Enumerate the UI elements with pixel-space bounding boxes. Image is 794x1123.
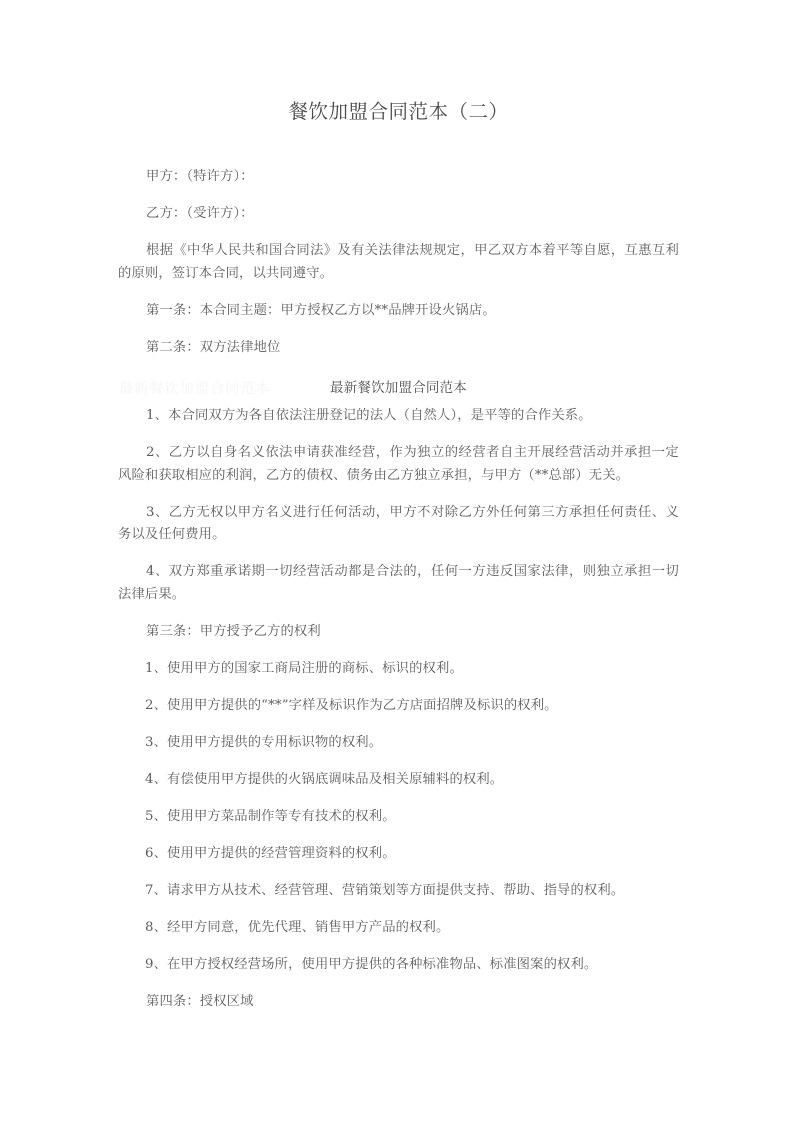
article-3-item-2: 2、使用甲方提供的“**”字样及标识作为乙方店面招牌及标识的权利。 bbox=[145, 697, 558, 713]
party-b-line: 乙方：（受许方）： bbox=[146, 206, 254, 221]
article-3-item-8: 8、经甲方同意，优先代理、销售甲方产品的权利。 bbox=[145, 919, 450, 935]
document-body bbox=[118, 0, 679, 1013]
article-3-item-6: 6、使用甲方提供的经营管理资料的权利。 bbox=[145, 845, 396, 861]
article-2-item-1: 1、本合同双方为各自依法注册登记的法人（自然人），是平等的合作关系。 bbox=[146, 408, 592, 423]
centered-heading: 最新餐饮加盟合同范本 bbox=[330, 380, 467, 396]
article-3-item-5: 5、使用甲方菜品制作等专有技术的权利。 bbox=[145, 808, 396, 824]
title-spacer bbox=[118, 126, 679, 166]
article-3-item-9: 9、在甲方授权经营场所，使用甲方提供的各种标准物品、标准图案的权利。 bbox=[145, 956, 598, 972]
party-a-line: 甲方：（特许方）： bbox=[146, 169, 254, 184]
watermark-heading-line bbox=[118, 377, 679, 401]
article-2-item-4: 4、双方郑重承诺期一切经营活动都是合法的，任何一方违反国家法律，则独立承担一切法律后果。 bbox=[118, 564, 679, 602]
article-3-item-1: 1、使用甲方的国家工商局注册的商标、标识的权利。 bbox=[145, 660, 463, 676]
article-4-heading: 第四条：授权区域 bbox=[146, 993, 254, 1009]
article-1-heading: 第一条：本合同主题：甲方授权乙方以**品牌开设火锅店。 bbox=[146, 302, 496, 318]
preamble-paragraph: 根据《中华人民共和国合同法》及有关法律法规规定，甲乙双方本着平等自愿，互惠互利的原则，签订本合同，以共同遵守。 bbox=[118, 243, 679, 281]
article-2-heading: 第二条：双方法律地位 bbox=[146, 339, 281, 355]
watermark-text: 最新餐饮加盟合同范本 bbox=[119, 381, 271, 397]
page-title: 餐饮加盟合同范本（二） bbox=[288, 100, 509, 123]
article-3-item-7: 7、请求甲方从技术、经营管理、营销策划等方面提供支持、帮助、指导的权利。 bbox=[145, 882, 625, 898]
article-2-item-3: 3、乙方无权以甲方名义进行任何活动，甲方不对除乙方外任何第三方承担任何责任、义务以及任何费用。 bbox=[118, 504, 679, 542]
article-3-item-4: 4、有偿使用甲方提供的火锅底调味品及相关原辅料的权利。 bbox=[145, 771, 504, 787]
article-3-item-3: 3、使用甲方提供的专用标识物的权利。 bbox=[145, 734, 383, 750]
article-3-heading: 第三条：甲方授予乙方的权利 bbox=[146, 623, 321, 639]
article-2-item-2: 2、乙方以自身名义依法申请获准经营，作为独立的经营者自主开展经营活动并承担一定风险和获取相应的利润，乙方的债权、债务由乙方独立承担，与甲方（**总部）无关。 bbox=[118, 445, 679, 483]
